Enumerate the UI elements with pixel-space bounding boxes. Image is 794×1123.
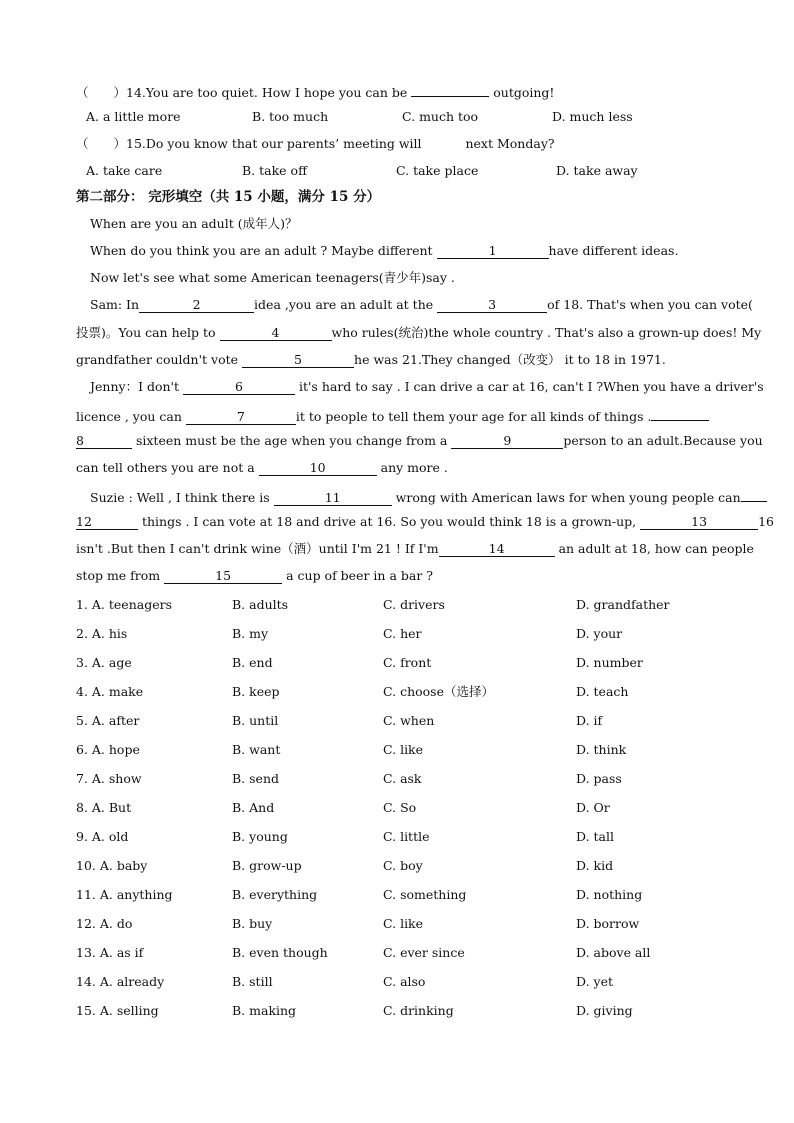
option-b[interactable]: B. young: [232, 829, 288, 844]
option-a[interactable]: 1. A. teenagers: [76, 597, 172, 612]
blank-5[interactable]: 5: [242, 353, 354, 368]
passage-line: isn't .But then I can't drink wine（酒）until I'm 21 ! If I'm 14 an adult at 18, how can people: [76, 541, 754, 556]
option-c[interactable]: C. her: [383, 626, 422, 641]
option-a[interactable]: A. a little more: [86, 109, 181, 124]
option-a[interactable]: 2. A. his: [76, 626, 128, 641]
option-b[interactable]: B. my: [232, 626, 269, 641]
cloze-question-row: [76, 1003, 736, 1019]
blank-11[interactable]: 11: [274, 491, 392, 506]
passage-line: Sam: In 2 idea ,you are an adult at the 3 of 18. That's when you can vote(: [90, 297, 753, 312]
option-c[interactable]: C. ever since: [383, 945, 465, 960]
option-c[interactable]: C. drinking: [383, 1003, 454, 1018]
question-14-options: [86, 109, 726, 125]
blank-8[interactable]: 8: [76, 434, 132, 449]
cloze-question-row: [76, 626, 736, 642]
option-d[interactable]: D. take away: [556, 163, 638, 178]
option-a[interactable]: 12. A. do: [76, 916, 133, 931]
option-a[interactable]: 6. A. hope: [76, 742, 140, 757]
question-15-stem: （ ）15.Do you know that our parents’ meeting will next Monday?: [76, 136, 555, 151]
option-d[interactable]: D. grandfather: [576, 597, 670, 612]
section-title: 第二部分： 完形填空（共 15 小题，满分 15 分）: [76, 189, 381, 205]
option-a[interactable]: A. take care: [86, 163, 163, 178]
blank-9[interactable]: 9: [451, 434, 563, 449]
option-b[interactable]: B. want: [232, 742, 281, 757]
cloze-question-row: [76, 771, 736, 787]
option-b[interactable]: B. grow-up: [232, 858, 302, 873]
option-d[interactable]: D. think: [576, 742, 627, 757]
option-d[interactable]: D. teach: [576, 684, 629, 699]
option-c[interactable]: C. like: [383, 916, 424, 931]
option-a[interactable]: 8. A. But: [76, 800, 132, 815]
option-b[interactable]: B. everything: [232, 887, 318, 902]
option-b[interactable]: B. And: [232, 800, 275, 815]
option-c[interactable]: C. front: [383, 655, 432, 670]
option-d[interactable]: D. tall: [576, 829, 614, 844]
passage-line: When do you think you are an adult ? Maybe different 1 have different ideas.: [90, 243, 679, 258]
passage-line: can tell others you are not a 10 any more .: [76, 460, 448, 475]
option-d[interactable]: D. nothing: [576, 887, 643, 902]
blank-13[interactable]: 13: [640, 515, 758, 530]
option-d[interactable]: D. Or: [576, 800, 610, 815]
blank-12[interactable]: 12: [76, 515, 138, 530]
option-b[interactable]: B. send: [232, 771, 279, 786]
blank-15[interactable]: 15: [164, 569, 282, 584]
option-d[interactable]: D. above all: [576, 945, 651, 960]
passage-title: When are you an adult (成年人)？: [90, 216, 298, 231]
option-d[interactable]: D. much less: [552, 109, 633, 124]
cloze-question-row: [76, 945, 736, 961]
option-a[interactable]: 7. A. show: [76, 771, 142, 786]
option-b[interactable]: B. still: [232, 974, 273, 989]
passage-line: 12 things . I can vote at 18 and drive at 16. So you would think 18 is a grown-up, 13 16: [76, 514, 774, 529]
blank-1[interactable]: 1: [437, 244, 549, 259]
blank-6[interactable]: 6: [183, 380, 295, 395]
answer-blank[interactable]: [411, 82, 489, 97]
blank-4[interactable]: 4: [220, 326, 332, 341]
option-d[interactable]: D. your: [576, 626, 623, 641]
option-a[interactable]: 5. A. after: [76, 713, 140, 728]
option-a[interactable]: 11. A. anything: [76, 887, 173, 902]
cloze-question-row: [76, 829, 736, 845]
passage-line: 8 sixteen must be the age when you change from a 9 person to an adult.Because you: [76, 433, 763, 448]
question-15-options: [86, 163, 726, 179]
passage-line: Now let's see what some American teenagers(青少年)say .: [90, 270, 455, 285]
option-a[interactable]: 13. A. as if: [76, 945, 144, 960]
passage-line: Jenny：I don't 6 it's hard to say . I can drive a car at 16, can't I ?When you have a driver's: [90, 379, 764, 394]
option-a[interactable]: 14. A. already: [76, 974, 165, 989]
option-b[interactable]: B. buy: [232, 916, 273, 931]
option-a[interactable]: 9. A. old: [76, 829, 129, 844]
option-c[interactable]: C. choose（选择）: [383, 684, 494, 699]
option-b[interactable]: B. making: [232, 1003, 297, 1018]
option-c[interactable]: C. take place: [396, 163, 479, 178]
option-c[interactable]: C. like: [383, 742, 424, 757]
option-c[interactable]: C. boy: [383, 858, 423, 873]
passage-line: 投票)。You can help to 4 who rules(统治)the whole country . That's also a grown-up does! My: [76, 325, 762, 340]
blank-10[interactable]: 10: [259, 461, 377, 476]
option-d[interactable]: D. yet: [576, 974, 614, 989]
option-d[interactable]: D. if: [576, 713, 603, 728]
blank-14[interactable]: 14: [439, 542, 555, 557]
blank-2[interactable]: 2: [139, 298, 254, 313]
cloze-question-row: [76, 800, 736, 816]
blank-12-start[interactable]: [741, 487, 767, 502]
option-c[interactable]: C. much too: [402, 109, 479, 124]
option-d[interactable]: D. kid: [576, 858, 614, 873]
option-b[interactable]: B. end: [232, 655, 273, 670]
option-c[interactable]: C. something: [383, 887, 467, 902]
option-c[interactable]: C. also: [383, 974, 426, 989]
option-d[interactable]: D. number: [576, 655, 643, 670]
cloze-question-row: [76, 684, 736, 700]
option-b[interactable]: B. adults: [232, 597, 289, 612]
option-a[interactable]: 3. A. age: [76, 655, 132, 670]
cloze-question-row: [76, 655, 736, 671]
option-a[interactable]: 4. A. make: [76, 684, 144, 699]
option-b[interactable]: B. until: [232, 713, 279, 728]
option-c[interactable]: C. drivers: [383, 597, 445, 612]
blank-7[interactable]: 7: [186, 410, 296, 425]
cloze-question-row: [76, 713, 736, 729]
passage-line: Suzie : Well , I think there is 11 wrong with American laws for when young people can: [90, 487, 740, 506]
blank-8-start[interactable]: [651, 406, 709, 421]
option-a[interactable]: 10. A. baby: [76, 858, 148, 873]
passage-line: licence , you can 7 it to people to tell them your age for all kinds of things .: [76, 406, 726, 425]
option-c[interactable]: C. little: [383, 829, 430, 844]
cloze-question-row: [76, 974, 736, 990]
cloze-question-row: [76, 597, 736, 613]
option-d[interactable]: D. giving: [576, 1003, 633, 1018]
cloze-question-row: [76, 742, 736, 758]
blank-3[interactable]: 3: [437, 298, 547, 313]
option-d[interactable]: D. borrow: [576, 916, 640, 931]
option-b[interactable]: B. too much: [252, 109, 329, 124]
option-c[interactable]: C. So: [383, 800, 417, 815]
cloze-question-row: [76, 858, 736, 874]
passage-line: stop me from 15 a cup of beer in a bar ?: [76, 568, 433, 583]
question-14-stem: （ ）14.You are too quiet. How I hope you can be outgoing!: [76, 82, 726, 101]
option-d[interactable]: D. pass: [576, 771, 622, 786]
cloze-question-row: [76, 887, 736, 903]
option-b[interactable]: B. take off: [242, 163, 307, 178]
option-b[interactable]: B. even though: [232, 945, 328, 960]
option-c[interactable]: C. ask: [383, 771, 422, 786]
option-b[interactable]: B. keep: [232, 684, 280, 699]
passage-line: grandfather couldn't vote 5 he was 21.They changed（改变） it to 18 in 1971.: [76, 352, 666, 367]
option-a[interactable]: 15. A. selling: [76, 1003, 159, 1018]
option-c[interactable]: C. when: [383, 713, 435, 728]
cloze-question-row: [76, 916, 736, 932]
